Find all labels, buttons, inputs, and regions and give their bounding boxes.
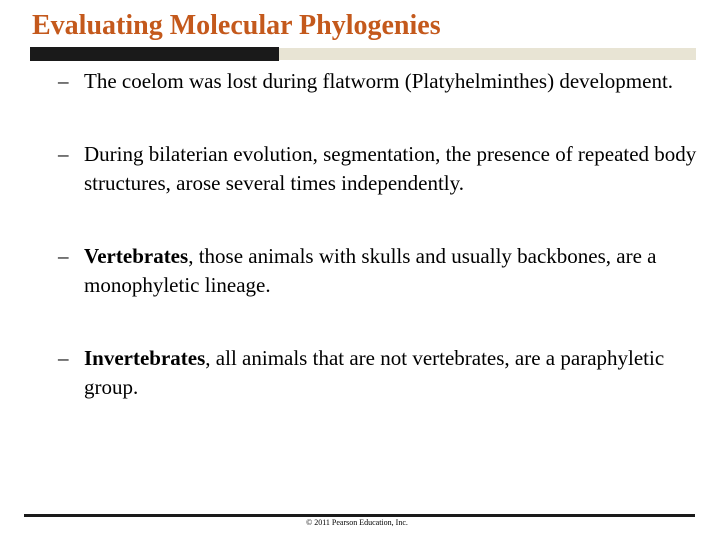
title-underline-dark [30, 47, 279, 61]
bullet-text: , all animals that are not vertebrates, are a paraphyletic group. [84, 346, 665, 399]
title-underline-light [279, 48, 696, 60]
bullet-text: , those animals with skulls and usually backbones, are a monophyletic lineage. [84, 244, 657, 297]
bullet-term-vertebrates: Vertebrates [84, 244, 189, 268]
copyright-notice: © 2011 Pearson Education, Inc. [306, 518, 408, 527]
slide-title: Evaluating Molecular Phylogenies [32, 10, 441, 41]
bullet-list [58, 67, 698, 402]
bullet-text: The coelom was lost during flatworm (Platyhelminthes) development. [84, 69, 674, 93]
bullet-item [58, 67, 698, 96]
bullet-text: During bilaterian evolution, segmentation, the presence of repeated body structures, arose several times independently. [84, 142, 697, 195]
bullet-item [58, 242, 698, 300]
bullet-dash: – [58, 69, 69, 93]
bullet-dash: – [58, 142, 69, 166]
bullet-dash: – [58, 244, 69, 268]
bullet-item [58, 344, 698, 402]
bullet-dash: – [58, 346, 69, 370]
bullet-term-invertebrates: Invertebrates [84, 346, 206, 370]
bullet-item [58, 140, 698, 198]
